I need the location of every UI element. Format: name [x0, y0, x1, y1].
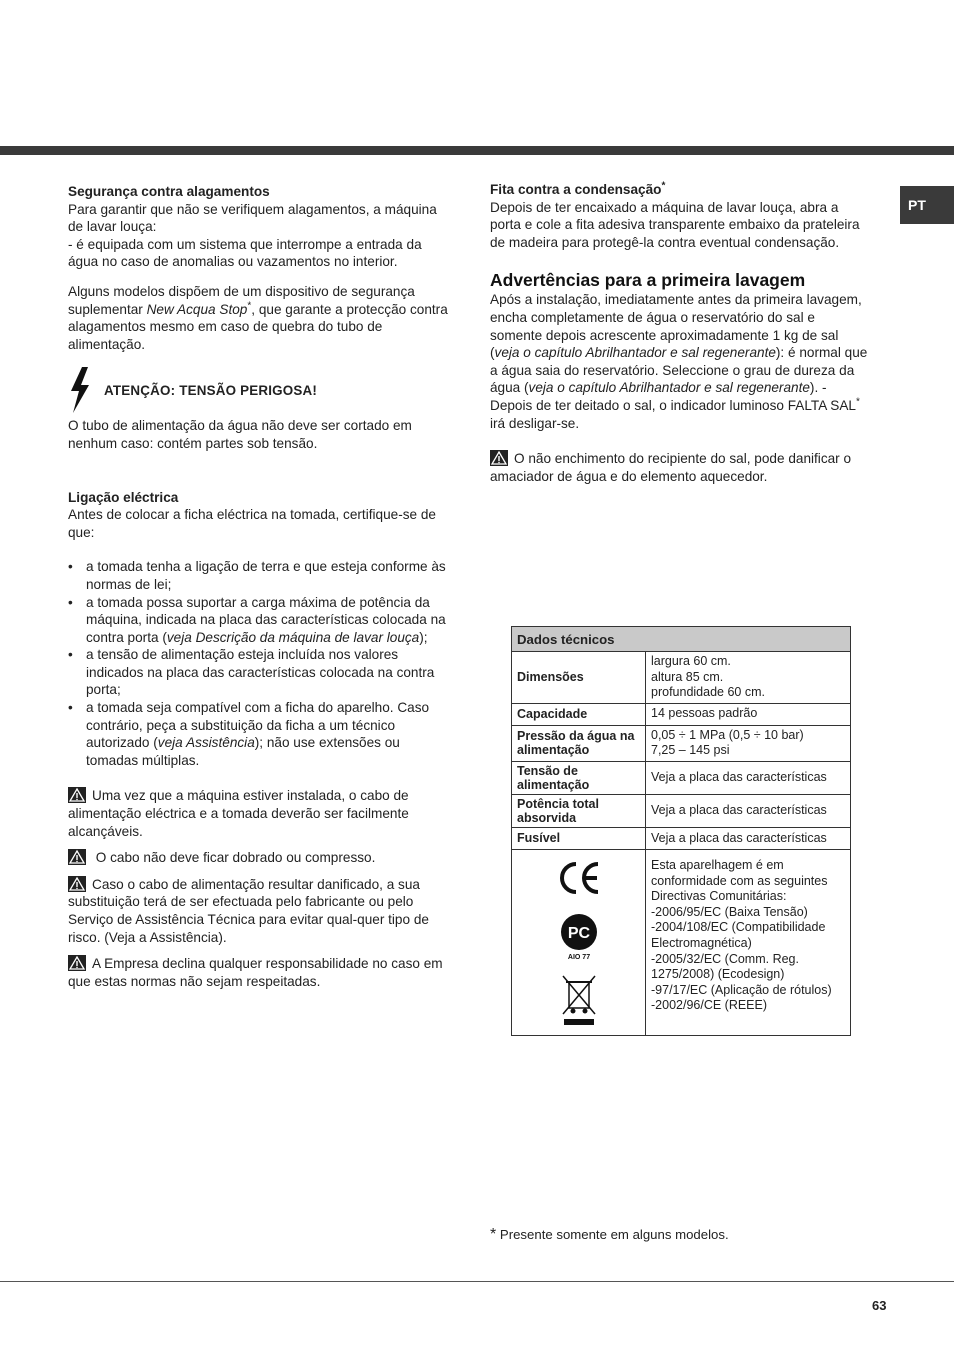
condensation-tape-title-text: Fita contra a condensação [490, 182, 662, 197]
cert-line: -2002/96/CE (REEE) [651, 998, 768, 1013]
svg-text:AIO 77: AIO 77 [567, 954, 590, 962]
list-item-text: a tomada seja compatível com a ficha do aparelho. Caso contrário, peça a substituição da ficha a um técnico autorizado ( [86, 700, 430, 751]
first-wash-ref: veja o capítulo Abrilhantador e sal regenerante [494, 345, 776, 361]
table-row [512, 652, 851, 704]
asterisk-mark: * [855, 396, 860, 408]
row-key: Dimensões [512, 652, 646, 704]
flood-safety-intro: Para garantir que não se verifiquem alagamentos, a máquina de lavar louça: [68, 201, 437, 235]
note-cable-damaged [68, 876, 448, 946]
warning-icon [68, 849, 86, 865]
footer-rule [0, 1281, 954, 1282]
note-liability [68, 955, 448, 990]
language-tab: PT [900, 186, 954, 224]
warning-icon [68, 876, 86, 892]
list-item-text: ); não use extensões ou tomadas múltiplas. [86, 735, 400, 768]
asterisk-mark: * [661, 180, 666, 192]
first-wash-text [490, 291, 870, 432]
table-row [512, 761, 851, 794]
list-item-text: a tomada possa suportar a carga máxima de potência da máquina, indicada na placa das características colocada na contra porta ( [86, 594, 446, 645]
left-column [68, 183, 448, 990]
row-key: Fusível [512, 827, 646, 849]
warning-icon [68, 955, 86, 971]
row-key: Capacidade [512, 703, 646, 725]
first-wash-text-d: irá desligar-se. [490, 415, 580, 431]
note-text: Uma vez que a máquina estiver instalada, o cabo de alimentação eléctrica e a tomada deverão ser facilmente alcançáveis. [68, 788, 409, 839]
voltage-warning-label: ATENÇÃO: TENSÃO PERIGOSA! [104, 382, 318, 398]
asterisk-mark: * [247, 300, 252, 312]
footnote-text: Presente somente em alguns modelos. [499, 1227, 729, 1242]
list-item [68, 699, 448, 769]
flood-safety-title: Segurança contra alagamentos [68, 184, 270, 199]
list-item-ref: veja Assistência [157, 735, 255, 751]
row-value [646, 652, 851, 704]
acqua-stop-text-a: Alguns modelos dispõem de um dispositivo de segurança suplementar [68, 283, 415, 317]
salt-warning [490, 450, 870, 485]
voltage-warning [68, 365, 448, 415]
note-text: A Empresa declina qualquer responsabilidade no caso em que estas normas não sejam respeitadas. [68, 956, 443, 989]
first-wash-ref: veja o capítulo Abrilhantador e sal regenerante [528, 380, 810, 396]
table-row [512, 703, 851, 725]
header-bar [0, 146, 954, 155]
list-item-ref: veja Descrição da máquina de lavar louça [166, 629, 420, 645]
table-row [512, 827, 851, 849]
cert-line: -2004/108/EC (Compatibilidade Electromagnética) [651, 920, 826, 950]
first-wash-text-a: Após a instalação, imediatamente antes da primeira lavagem, encha completamente de água o reservatório do sal e somente depois acrescente aproximadamente 1 kg de sal ( [490, 292, 862, 361]
tech-data-header: Dados técnicos [512, 627, 851, 652]
salt-warning-text: O não enchimento do recipiente do sal, pode danificar o amaciador de água e do elemento aquecedor. [490, 451, 852, 484]
cert-line: -2006/95/EC (Baixa Tensão) [651, 904, 808, 919]
certification-text [646, 849, 851, 1035]
certification-marks [512, 849, 646, 1035]
voltage-warning-text: O tubo de alimentação da água não deve ser cortado em nenhum caso: contém partes sob tensão. [68, 418, 412, 451]
acqua-stop-text-b: , que garante a protecção contra alagamentos mesmo em caso de quebra do tubo de alimentação. [68, 301, 448, 352]
row-value: Veja a placa das características [646, 794, 851, 827]
row-value-line: largura 60 cm. [651, 654, 731, 668]
page-number: 63 [872, 1298, 887, 1313]
row-key: Tensão de alimentação [512, 761, 646, 794]
svg-text:PC: PC [567, 925, 590, 943]
cert-line: Esta aparelhagem é em conformidade com as seguintes Directivas Comunitárias: [651, 857, 828, 904]
note-cable-bent [68, 849, 448, 867]
footnote [490, 1226, 729, 1244]
warning-icon [68, 787, 86, 803]
list-item: • a tomada tenha a ligação de terra e que esteja conforme às normas de lei; [68, 558, 448, 593]
weee-bin-icon [559, 974, 599, 1026]
condensation-tape-text: Depois de ter encaixado a máquina de lavar louça, abra a porta e cole a fita adesiva transparente embaixo da prateleira de madeira para protegê-la contra eventual condensação. [490, 199, 860, 250]
row-value-line: 0,05 ÷ 1 MPa (0,5 ÷ 10 bar) [651, 727, 804, 742]
condensation-tape-title [490, 181, 870, 199]
note-text: O cabo não deve ficar dobrado ou compresso. [95, 850, 376, 866]
warning-icon [490, 450, 508, 466]
list-item [68, 594, 448, 647]
acqua-stop-name: New Acqua Stop [146, 301, 248, 317]
row-key: Potência total absorvida [512, 794, 646, 827]
cert-line: -2005/32/EC (Comm. Reg. 1275/2008) (Ecodesign) [651, 951, 799, 982]
tech-data-table [511, 626, 851, 1036]
row-value-line: 7,25 – 145 psi [651, 743, 730, 758]
first-wash-title: Advertências para a primeira lavagem [490, 270, 806, 291]
electrical-checklist [68, 558, 448, 769]
certification-row [512, 849, 851, 1035]
table-row [512, 794, 851, 827]
gost-mark-icon [556, 912, 602, 962]
acqua-stop-paragraph [68, 283, 448, 353]
list-item: • a tensão de alimentação esteja incluída nos valores indicados na placa das características colocada na contra porta; [68, 646, 448, 699]
row-value: 14 pessoas padrão [646, 703, 851, 725]
electrical-intro: Antes de colocar a ficha eléctrica na tomada, certifique-se de que: [68, 507, 436, 540]
row-value: Veja a placa das características [646, 761, 851, 794]
table-row [512, 725, 851, 761]
first-wash-text-b: ): é normal que a água saia do reservatório. Seleccione o grau de dureza da água ( [490, 345, 868, 396]
row-value-line: altura 85 cm. [651, 669, 724, 684]
row-value: Veja a placa das características [646, 827, 851, 849]
electrical-connection-title: Ligação eléctrica [68, 489, 179, 505]
lightning-bolt-icon [68, 367, 92, 413]
row-value-line: profundidade 60 cm. [651, 685, 765, 700]
row-key: Pressão da água na alimentação [512, 725, 646, 761]
ce-mark-icon [554, 858, 604, 898]
row-value [646, 725, 851, 761]
cert-line: -97/17/EC (Aplicação de rótulos) [651, 982, 832, 997]
asterisk-mark: * [490, 1226, 497, 1243]
note-text: Caso o cabo de alimentação resultar danificado, a sua substituição terá de ser efectuada pelo fabricante ou pelo Serviço de Assistência Técnica para evitar qual-quer tipo de risco. (Veja a Assistência). [68, 876, 429, 945]
note-accessible [68, 787, 448, 840]
list-item-text: ); [419, 629, 428, 645]
right-column [490, 181, 870, 485]
flood-safety-system: - é equipada com um sistema que interrompe a entrada da água no caso de anomalias ou vazamentos no interior. [68, 236, 422, 270]
first-wash-text-c: ). - Depois de ter deitado o sal, o indicador luminoso FALTA SAL [490, 380, 856, 413]
